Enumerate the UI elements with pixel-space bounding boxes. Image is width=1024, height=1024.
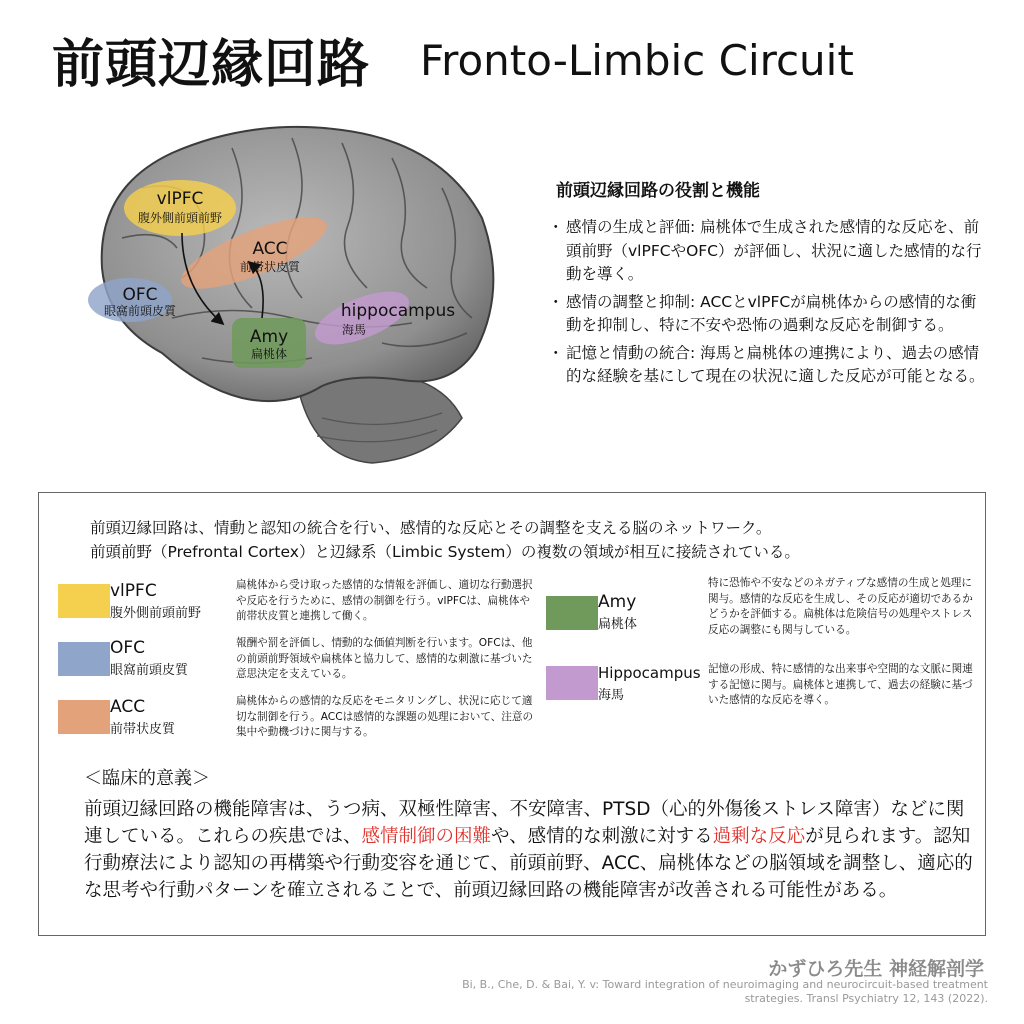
legend-hippocampus-jp: 海馬: [598, 688, 625, 703]
list-item: ・ 記憶と情動の統合: 海馬と扁桃体の連携により、過去の感情的な経験を基にして現在の状況に適した反応が可能となる。: [548, 343, 985, 385]
legend-hippocampus-name: Hippocampus: [598, 664, 701, 682]
legend-amy-name: Amy: [598, 592, 637, 612]
clinical-heading: ＜臨床的意義＞: [84, 768, 210, 789]
brain-illustration: [82, 118, 502, 478]
hippocampus-label-jp: 海馬: [341, 323, 367, 337]
list-item: ・ 感情の生成と評価: 扁桃体で生成された感情的な反応を、前頭前野（vlPFCやOFC）が評価し、状況に適した感情的な行動を導く。: [548, 218, 982, 283]
hippocampus-swatch: [546, 666, 598, 700]
legend-vlpfc-jp: 腹外側前頭前野: [110, 606, 202, 621]
citation: Bi, B., Che, D. & Bai, Y. v: Toward integration of neuroimaging and neurocircuit-based treatment strategies. Transl Psychiatry 12, 143 (2022).: [462, 978, 988, 1005]
legend-vlpfc-name: vlPFC: [110, 581, 157, 601]
list-item: ・ 感情の調整と抑制: ACCとvlPFCが扁桃体からの感情的な衝動を抑制し、特に不安や恐怖の過剰な反応を制御する。: [548, 292, 977, 334]
ofc-swatch: [58, 642, 110, 676]
amy-label-jp: 扁桃体: [250, 347, 288, 361]
clinical-text: 前頭辺縁回路の機能障害は、うつ病、双極性障害、不安障害、PTSD（心的外傷後ストレス障害）などに関連している。これらの疾患では、感情制御の困難や、感情的な刺激に対する過剰な反応が見られます。認知行動療法により認知の再構築や行動変容を通じて、前頭前野、ACC、扁桃体などの脳領域を調整し、適応的な思考や行動パターンを確立されることで、前頭辺縁回路の機能障害が改善される可能性がある。: [84, 799, 973, 901]
hippocampus-label: hippocampus: [340, 301, 456, 321]
amy-swatch: [546, 596, 598, 630]
roles-heading: 前頭辺縁回路の役割と機能: [556, 181, 760, 201]
roles-list: [548, 216, 988, 393]
amy-label: Amy: [249, 327, 289, 347]
highlight-text: 感情制御の困難: [361, 826, 492, 847]
legend-acc-jp: 前帯状皮質: [110, 722, 176, 737]
legend-ofc-jp: 眼窩前頭皮質: [110, 663, 189, 678]
legend-vlpfc-desc: 扁桃体から受け取った感情的な情報を評価し、適切な行動選択や反応を行うために、感情の制御を行う。vlPFCは、扁桃体や前帯状皮質と連携して働く。: [236, 579, 533, 622]
legend-acc-name: ACC: [110, 697, 146, 717]
legend-ofc-desc: 報酬や罰を評価し、情動的な価値判断を行います。OFCは、他の前頭前野領域や扁桃体と協力して、感情的な刺激に基づいた意思決定を支えている。: [236, 637, 533, 680]
legend-hippocampus-desc: 記憶の形成、特に感情的な出来事や空間的な文脈に関連する記憶に関与。扁桃体と連携して、過去の経験に基づいた感情的な反応を導く。: [708, 663, 973, 706]
page-title: 前頭辺縁回路: [52, 35, 371, 95]
vlpfc-label-jp: 腹外側前頭前野: [137, 211, 223, 225]
legend-ofc-name: OFC: [110, 638, 146, 658]
vlpfc-swatch: [58, 584, 110, 618]
ofc-label: OFC: [122, 285, 158, 305]
legend-acc-desc: 扁桃体からの感情的な反応をモニタリングし、状況に応じて適切な制御を行う。ACCは感情的な課題の処理において、注意の集中や動機づけに関与する。: [236, 695, 534, 738]
intro-line-1: 前頭辺縁回路は、情動と認知の統合を行い、感情的な反応とその調整を支える脳のネットワーク。: [90, 519, 772, 537]
legend-amy-jp: 扁桃体: [598, 617, 638, 632]
legend-amy-desc: 特に恐怖や不安などのネガティブな感情の生成と処理に関与。感情的な反応を生成し、その反応が適切であるかどうかを評価する。扁桃体は危険信号の処理やストレス反応の調整にも関与している。: [708, 577, 973, 636]
vlpfc-label: vlPFC: [156, 189, 204, 209]
author-credit: かずひろ先生 神経解剖学: [768, 958, 984, 980]
acc-swatch: [58, 700, 110, 734]
acc-label-jp: 前帯状皮質: [239, 260, 301, 274]
acc-label: ACC: [252, 239, 288, 259]
page-subtitle: Fronto-Limbic Circuit: [420, 36, 854, 85]
highlight-text: 過剰な反応: [712, 826, 806, 847]
ofc-label-jp: 眼窩前頭皮質: [103, 304, 177, 318]
intro-line-2: 前頭前野（Prefrontal Cortex）と辺縁系（Limbic System）の複数の領域が相互に接続されている。: [90, 543, 800, 561]
